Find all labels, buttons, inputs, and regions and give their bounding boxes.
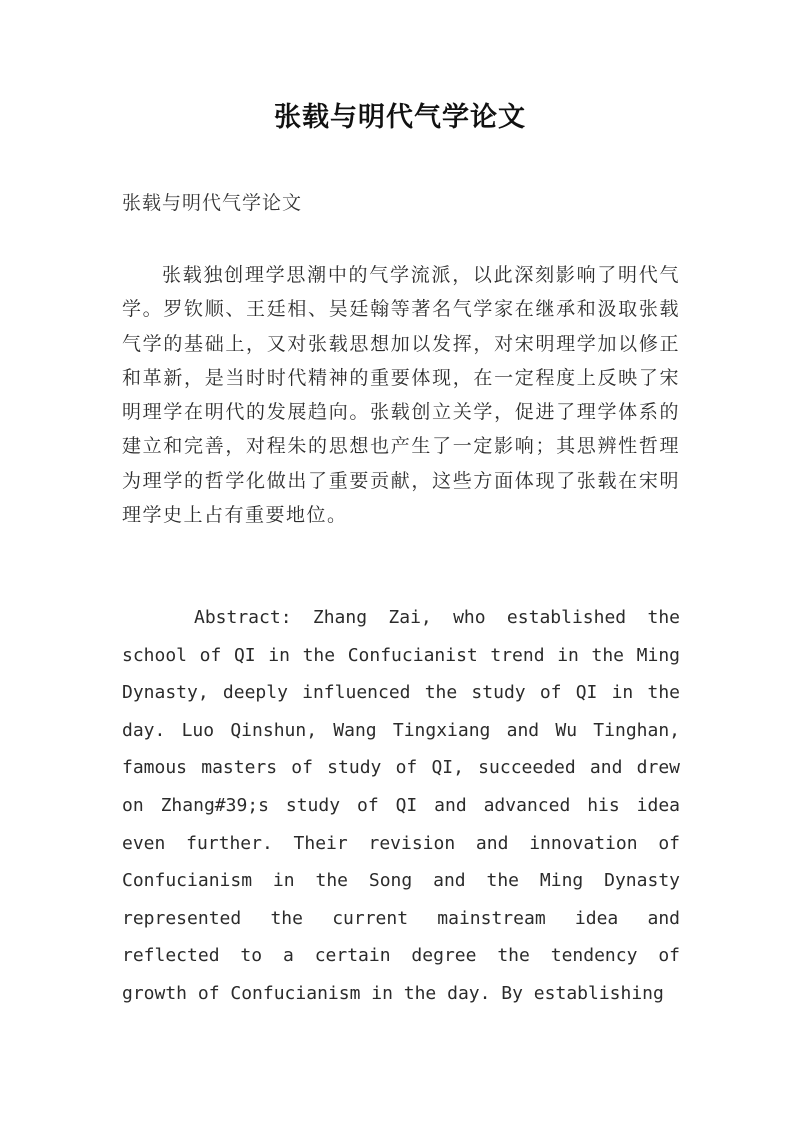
- page-title: 张载与明代气学论文: [274, 102, 526, 133]
- english-abstract-paragraph: Abstract: Zhang Zai, who established the school of QI in the Confucianist trend in the Ming Dynasty, deeply influenced the study of QI in the day. Luo Qinshun, Wang Tingxiang and Wu Tinghan, famous masters of study of QI, succeeded and drew on Zhang#39;s study of QI and advanced his idea even further. Their revision and innovation of Confucianism in the Song and the Ming Dynasty represented the current mainstream idea and reflected to a certain degree the tendency of growth of Confucianism in the day. By establishing: [122, 607, 680, 1004]
- chinese-abstract-paragraph: 张载独创理学思潮中的气学流派，以此深刻影响了明代气学。罗钦顺、王廷相、吴廷翰等著名气学家在继承和汲取张载气学的基础上，又对张载思想加以发挥，对宋明理学加以修正和革新，是当时时代精神的重要体现，在一定程度上反映了宋明理学在明代的发展趋向。张载创立关学，促进了理学体系的建立和完善，对程朱的思想也产生了一定影响；其思辨性哲理为理学的哲学化做出了重要贡献，这些方面体现了张载在宋明理学史上占有重要地位。: [122, 264, 680, 527]
- document-subtitle: 张载与明代气学论文: [122, 192, 303, 214]
